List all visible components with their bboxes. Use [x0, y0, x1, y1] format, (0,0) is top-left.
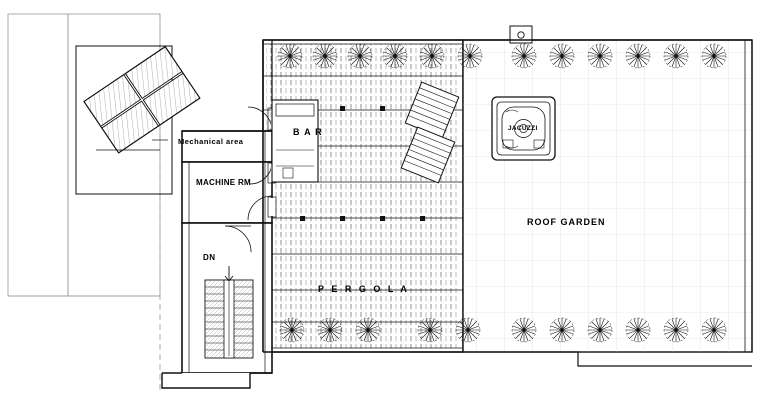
label-down-stairs: DN: [203, 253, 216, 262]
label-jacuzzi: JACUZZI: [508, 125, 538, 132]
service-block: [162, 107, 276, 388]
label-roof-garden: ROOF GARDEN: [527, 217, 606, 227]
label-pergola: P E R G O L A: [318, 284, 410, 294]
stair-run: [205, 280, 253, 358]
label-mechanical-area: Mechanical area: [178, 137, 244, 146]
bar-area: [272, 100, 318, 182]
roof-garden-area: [463, 40, 752, 366]
label-bar: B A R: [293, 127, 323, 137]
label-machine-room: MACHINE RM: [196, 178, 251, 187]
